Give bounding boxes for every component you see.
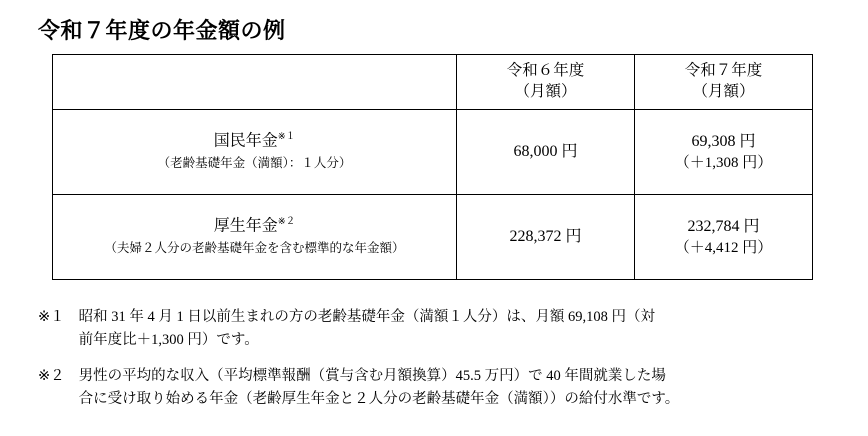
footnote-1-line2: 前年度比＋1,300 円）です。 <box>78 332 259 349</box>
amount-value: 69,308 円 <box>691 133 756 151</box>
header-cell-year7 <box>635 55 813 110</box>
header-year7-line1: 令和７年度 <box>684 62 763 80</box>
footnote-2-mark: ※２ <box>38 367 65 384</box>
amount-value: 232,784 円 <box>687 218 760 236</box>
row-label-text: 厚生年金 <box>213 217 278 235</box>
footnote-2-line1: 男性の平均的な収入（平均標準報酬（賞与含む月額換算）45.5 万円）で 40 年間就業した場 <box>78 367 666 384</box>
table-row <box>53 195 813 280</box>
cell-year6-kosei <box>457 195 635 280</box>
footnote-mark: ※２ <box>277 217 296 228</box>
footnote-2-line2: 合に受け取り始める年金（老齢厚生年金と２人分の老齢基礎年金（満額））の給付水準です。 <box>78 391 680 408</box>
amount-delta: （＋1,308 円） <box>674 154 773 171</box>
footnote-1-text <box>79 306 828 353</box>
row-label-main <box>55 216 454 237</box>
row-label-sub: （夫婦２人分の老齢基礎年金を含む標準的な年金額） <box>104 241 405 256</box>
footnotes <box>38 306 828 424</box>
footnote-1-line1: 昭和 31 年 4 月 1 日以前生まれの方の老齢基礎年金（満額１人分）は、月額 69,108 円（対 <box>78 309 656 325</box>
table-header-row <box>53 55 813 110</box>
cell-year6-kokumin <box>457 110 635 195</box>
footnote-2 <box>38 365 828 412</box>
header-year6-line2: （月額） <box>514 83 577 100</box>
header-year7-line2: （月額） <box>692 83 755 100</box>
page-title: 令和７年度の年金額の例 <box>38 18 286 43</box>
footnote-1 <box>38 306 828 353</box>
amount-delta: （＋4,412 円） <box>674 239 773 256</box>
footnote-2-text <box>79 365 828 412</box>
row-label-main <box>55 131 454 152</box>
row-label-kosei-nenkin <box>53 195 457 280</box>
header-cell-blank <box>53 55 457 110</box>
row-label-sub: （老齢基礎年金（満額）：１人分） <box>157 156 352 171</box>
row-label-text: 国民年金 <box>213 132 278 150</box>
header-cell-year6 <box>457 55 635 110</box>
header-year6-line1: 令和６年度 <box>506 62 585 80</box>
table-row <box>53 110 813 195</box>
footnote-1-mark: ※１ <box>38 309 65 325</box>
amount-value: 228,372 円 <box>509 228 582 246</box>
cell-year7-kokumin <box>635 110 813 195</box>
amount-value: 68,000 円 <box>513 143 578 161</box>
cell-year7-kosei <box>635 195 813 280</box>
pension-amount-table <box>52 54 813 280</box>
row-label-kokumin-nenkin <box>53 110 457 195</box>
footnote-mark: ※１ <box>277 132 296 143</box>
